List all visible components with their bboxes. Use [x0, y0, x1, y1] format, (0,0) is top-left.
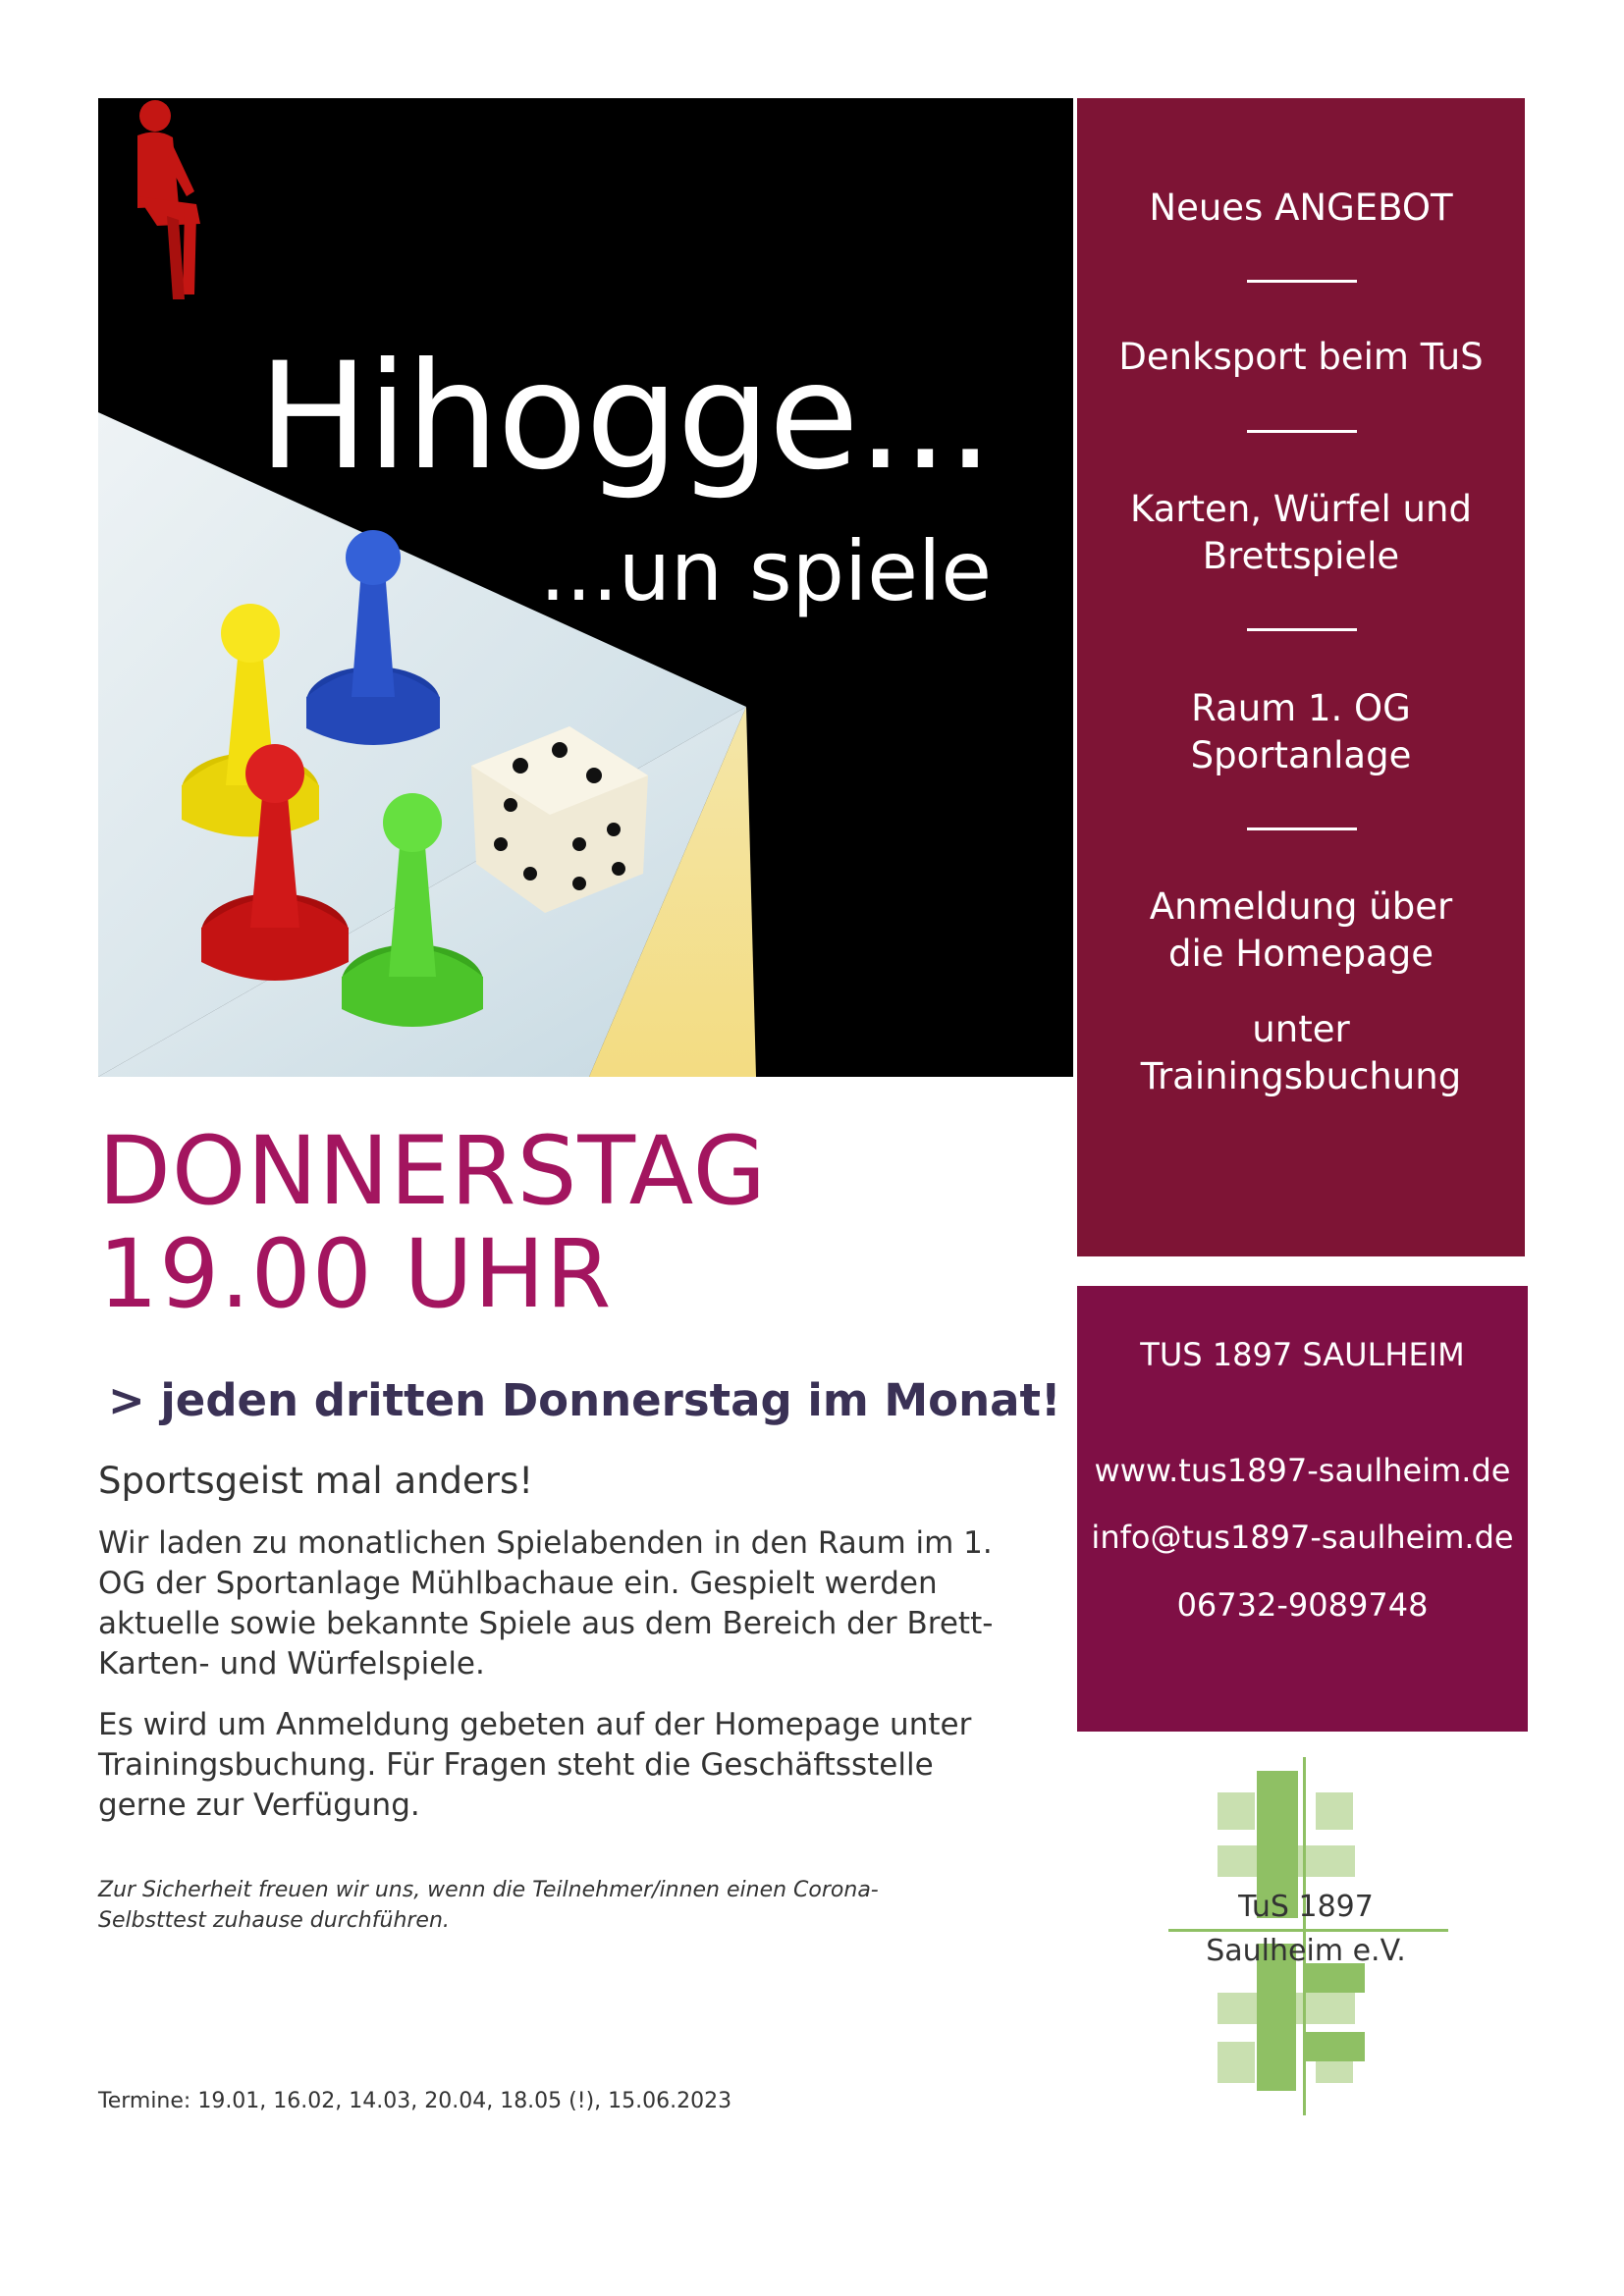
offer-room-line2: Sportanlage — [1190, 734, 1412, 776]
offer-divider — [1247, 828, 1357, 830]
hero-title: Hihogge... — [257, 332, 992, 503]
offer-under-line2: Trainingsbuchung — [1140, 1055, 1462, 1097]
logo-line1: TuS 1897 — [1238, 1890, 1374, 1924]
paragraph-invitation — [98, 1523, 1041, 1684]
offer-register-line1: Anmeldung über — [1149, 885, 1453, 928]
offer-brainsport: Denksport beim TuS — [1118, 336, 1484, 378]
offer-register-line2: die Homepage — [1168, 933, 1434, 975]
paragraph-line: aktuelle sowie bekannte Spiele aus dem Bereich der Brett- — [98, 1606, 994, 1641]
hero-subtitle: ...un spiele — [539, 523, 992, 619]
offer-games-line2: Brettspiele — [1202, 535, 1400, 577]
paragraph-line: Trainingsbuchung. Für Fragen steht die Geschäftsstelle — [98, 1747, 934, 1783]
offer-games-line1: Karten, Würfel und — [1130, 488, 1472, 530]
schedule-frequency: > jeden dritten Donnerstag im Monat! — [108, 1374, 1061, 1426]
contact-panel — [1077, 1286, 1528, 1732]
offer-new: Neues ANGEBOT — [1149, 187, 1453, 229]
offer-divider — [1247, 430, 1357, 433]
sitting-figure-icon — [98, 98, 216, 314]
dates-list: Termine: 19.01, 16.02, 14.03, 20.04, 18.05 (!), 15.06.2023 — [98, 2089, 732, 2113]
website-link[interactable]: www.tus1897-saulheim.de — [1094, 1452, 1511, 1489]
lead-text: Sportsgeist mal anders! — [98, 1460, 534, 1502]
paragraph-line: OG der Sportanlage Mühlbachaue ein. Gespielt werden — [98, 1566, 938, 1601]
paragraph-line: Es wird um Anmeldung gebeten auf der Homepage unter — [98, 1707, 972, 1742]
email-link[interactable]: info@tus1897-saulheim.de — [1091, 1519, 1514, 1556]
paragraph-line: gerne zur Verfügung. — [98, 1788, 420, 1823]
paragraph-line: Karten- und Würfelspiele. — [98, 1646, 485, 1682]
club-logo — [1159, 1747, 1453, 2120]
note-line: Selbsttest zuhause durchführen. — [98, 1908, 450, 1933]
offer-divider — [1247, 280, 1357, 283]
schedule-time: 19.00 UHR — [98, 1219, 613, 1329]
safety-note — [98, 1875, 982, 1936]
offer-room-line1: Raum 1. OG — [1191, 687, 1411, 729]
note-line: Zur Sicherheit freuen wir uns, wenn die Teilnehmer/innen einen Corona- — [98, 1878, 879, 1902]
phone-number: 06732-9089748 — [1176, 1586, 1429, 1624]
schedule-day: DONNERSTAG — [98, 1116, 767, 1226]
offer-divider — [1247, 628, 1357, 631]
offer-panel — [1077, 98, 1525, 1256]
hero-image — [98, 98, 1073, 1077]
paragraph-line: Wir laden zu monatlichen Spielabenden in den Raum im 1. — [98, 1525, 993, 1561]
offer-under-line1: unter — [1252, 1008, 1350, 1050]
paragraph-registration — [98, 1705, 1041, 1826]
logo-line2: Saulheim e.V. — [1206, 1934, 1406, 1968]
club-name: TUS 1897 SAULHEIM — [1140, 1336, 1465, 1373]
